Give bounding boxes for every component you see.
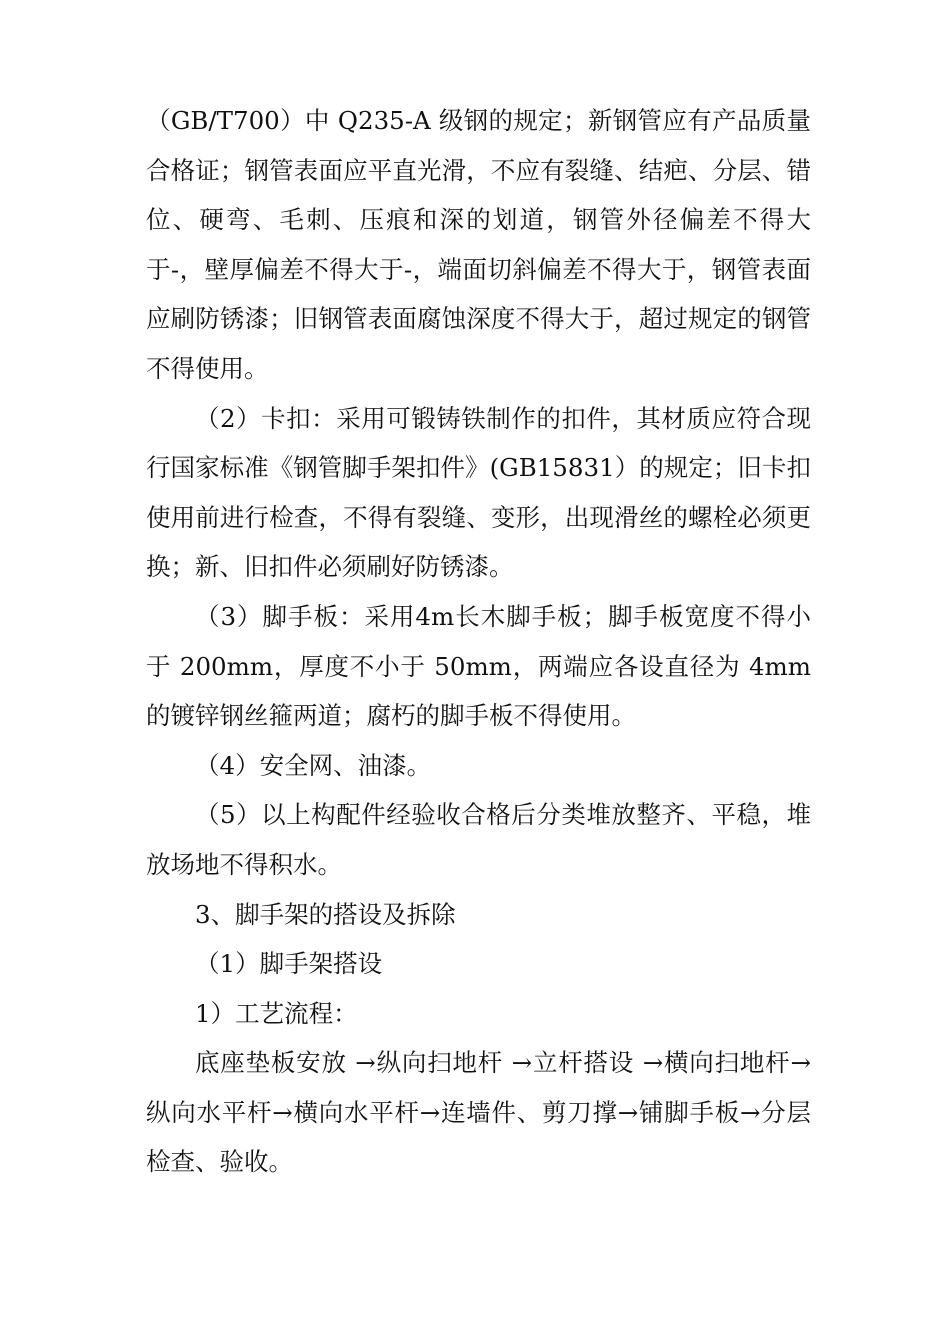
paragraph-fasteners: （2）卡扣：采用可锻铸铁制作的扣件，其材质应符合现行国家标准《钢管脚手架扣件》(GB15831）的规定；旧卡扣使用前进行检查，不得有裂缝、变形，出现滑丝的螺栓必须更换；新、旧扣件必须刷好防锈漆。 bbox=[146, 403, 811, 582]
paragraph-steel-pipe-requirements: （GB/T700）中 Q235-A 级钢的规定；新钢管应有产品质量合格证；钢管表面应平直光滑，不应有裂缝、结疤、分层、错位、硬弯、毛刺、压痕和深的划道，钢管外径偏差不得大于-，壁厚偏差不得大于-，端面切斜偏差不得大于，钢管表面应刷防锈漆；旧钢管表面腐蚀深度不得大于，超过规定的钢管不得使用。 bbox=[146, 106, 811, 383]
paragraph-scaffold-boards: （3）脚手板：采用4m长木脚手板；脚手板宽度不得小于 200mm，厚度不小于 50mm，两端应各设直径为 4mm 的镀锌钢丝箍两道；腐朽的脚手板不得使用。 bbox=[146, 601, 811, 731]
paragraph-safety-net-paint: （4）安全网、油漆。 bbox=[195, 750, 432, 780]
subsection-heading-erection: （1）脚手架搭设 bbox=[195, 949, 383, 979]
paragraph-process-flow-steps: 底座垫板安放 →纵向扫地杆 →立杆搭设 →横向扫地杆→纵向水平杆→横向水平杆→连墙件、剪刀撑→铺脚手板→分层检查、验收。 bbox=[146, 1048, 811, 1177]
section-heading-erection-dismantling: 3、脚手架的搭设及拆除 bbox=[195, 899, 456, 929]
document-body bbox=[146, 96, 811, 1187]
subsection-heading-process-flow: 1）工艺流程： bbox=[195, 998, 358, 1028]
paragraph-component-storage: （5）以上构配件经验收合格后分类堆放整齐、平稳，堆放场地不得积水。 bbox=[146, 800, 811, 879]
